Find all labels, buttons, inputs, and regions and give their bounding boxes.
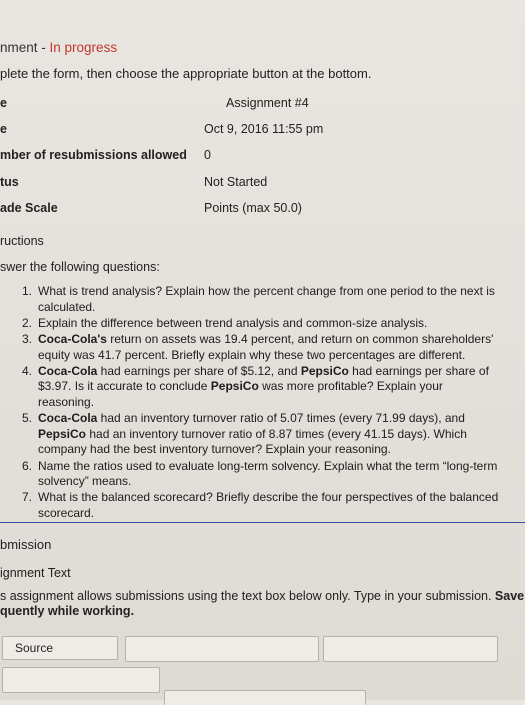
question-number: 1. <box>22 284 33 298</box>
question-text: Explain the difference between trend analysis and common-size analysis. <box>38 315 428 330</box>
title-label: e <box>0 96 7 110</box>
question-number: 3. <box>22 331 33 346</box>
company-name: Coca-Cola <box>38 363 98 378</box>
question-number: 7. <box>22 490 33 505</box>
company-name: PepsiCo <box>38 426 87 441</box>
status-label: tus <box>0 175 19 189</box>
assignment-text-heading: ignment Text <box>0 566 71 580</box>
instructions-intro: swer the following questions: <box>0 260 160 274</box>
grade-scale-label: ade Scale <box>0 201 58 215</box>
question-text: was more profitable? Explain your reasoning. <box>38 379 443 409</box>
submission-note: s assignment allows submissions using the text box below only. Type in your submission. Save <box>0 589 525 603</box>
question-item <box>22 459 500 490</box>
question-number: 6. <box>22 458 33 473</box>
section-divider <box>0 522 525 523</box>
question-list <box>22 284 500 522</box>
editor-text-area[interactable] <box>164 690 366 705</box>
status-in-progress: In progress <box>49 40 118 55</box>
question-number: 4. <box>22 363 33 378</box>
source-button[interactable]: Source <box>2 636 118 660</box>
question-number: 5. <box>22 411 33 426</box>
resubmissions-label: mber of resubmissions allowed <box>0 148 187 162</box>
editor-toolbar-dropdown-3[interactable] <box>2 667 160 693</box>
page-title: nment - In progress <box>0 40 118 55</box>
company-name: PepsiCo <box>300 363 349 378</box>
editor-toolbar-dropdown-1[interactable] <box>125 636 319 662</box>
form-instruction: plete the form, then choose the appropriate button at the bottom. <box>0 66 372 81</box>
due-date-label: e <box>0 122 7 136</box>
question-text: Name the ratios used to evaluate long-term solvency. Explain what the term “long-term solvency” means. <box>38 458 498 489</box>
question-text: had earnings per share of $3.97. Is it accurate to conclude <box>38 363 489 394</box>
submission-note-cont: quently while working. <box>0 604 135 618</box>
assignment-title-value: Assignment #4 <box>226 96 309 110</box>
question-item <box>22 316 500 332</box>
question-item <box>22 411 500 458</box>
submission-heading: bmission <box>0 537 52 552</box>
question-item <box>22 284 500 315</box>
question-item <box>22 490 500 521</box>
question-text: What is trend analysis? Explain how the percent change from one period to the next is calculated. <box>38 284 495 314</box>
question-text: had an inventory turnover ratio of 8.87 times (every 41.15 days). Which company had the best inventory turnover? Explain your reasoning. <box>38 426 467 457</box>
question-text: had an inventory turnover ratio of 5.07 times (every 71.99 days), and <box>97 411 465 426</box>
instructions-heading: ructions <box>0 234 44 248</box>
company-name: Coca-Cola <box>38 411 98 426</box>
question-text: had earnings per share of $5.12, and <box>97 363 301 378</box>
due-date-value: Oct 9, 2016 11:55 pm <box>204 122 324 136</box>
question-number: 2. <box>22 315 33 330</box>
question-item <box>22 364 500 411</box>
question-text: return on assets was 19.4 percent, and return on common shareholders' equity was 41.7 percent. Briefly explain why these two percentages are different. <box>38 331 494 362</box>
grade-scale-value: Points (max 50.0) <box>204 201 302 215</box>
editor-toolbar-dropdown-2[interactable] <box>323 636 498 662</box>
company-name: PepsiCo <box>210 379 259 394</box>
resubmissions-value: 0 <box>204 148 211 162</box>
question-item <box>22 332 500 363</box>
status-value: Not Started <box>204 175 268 189</box>
company-name: Coca-Cola's <box>38 331 107 346</box>
question-text: What is the balanced scorecard? Briefly describe the four perspectives of the balanced scorecard. <box>38 490 499 520</box>
